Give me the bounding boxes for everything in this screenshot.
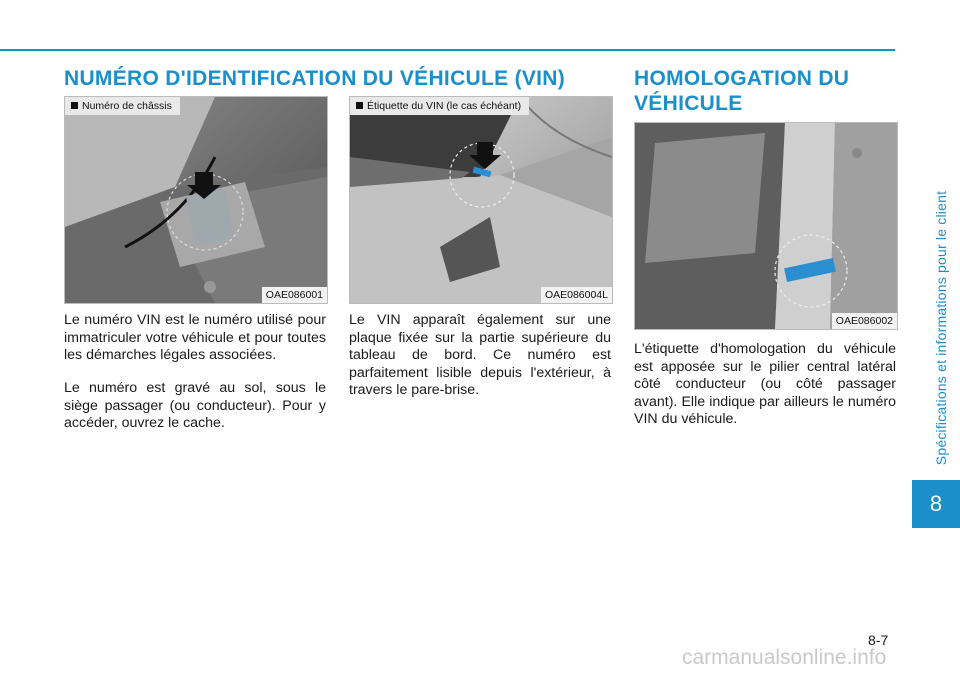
vin-label-caption: Étiquette du VIN (le cas échéant): [350, 97, 529, 115]
chapter-number: 8: [912, 480, 960, 528]
page-number: 8-7: [868, 632, 889, 648]
homologation-heading: HOMOLOGATION DU VÉHICULE: [634, 67, 850, 115]
image-code: OAE086001: [262, 287, 327, 303]
vin-paragraph-1: Le numéro VIN est le numéro utilisé pour immatriculer votre véhicule et pour toutes les démarches légales associées.: [64, 312, 326, 363]
side-tab-title: Spécifications et informations pour le client: [933, 190, 949, 466]
square-bullet-icon: [356, 102, 363, 109]
vin-paragraph-2: Le numéro est gravé au sol, sous le siège passager (ou conducteur). Pour y accéder, ouvrez le cache.: [64, 380, 326, 431]
square-bullet-icon: [71, 102, 78, 109]
chassis-number-photo: [64, 96, 328, 304]
vin-paragraph-3: Le VIN apparaît également sur une plaque fixée sur la partie supérieure du tableau de bord. Ce numéro est parfaitement lisible depuis l'extérieur, à travers le pare-brise.: [349, 312, 611, 398]
watermark: carmanualsonline.info: [682, 646, 887, 669]
top-rule: [0, 49, 895, 51]
vin-label-photo: [349, 96, 613, 304]
image-code: OAE086002: [832, 313, 897, 329]
homologation-paragraph: L'étiquette d'homologation du véhicule est apposée sur le pilier central latéral côté conducteur (ou côté passager avant). Elle indique par ailleurs le numéro VIN du véhicule.: [634, 341, 896, 427]
image-code: OAE086004L: [541, 287, 612, 303]
chassis-number-caption: Numéro de châssis: [65, 97, 180, 115]
homologation-label-photo: [634, 122, 898, 330]
vin-heading: NUMÉRO D'IDENTIFICATION DU VÉHICULE (VIN): [64, 67, 566, 90]
